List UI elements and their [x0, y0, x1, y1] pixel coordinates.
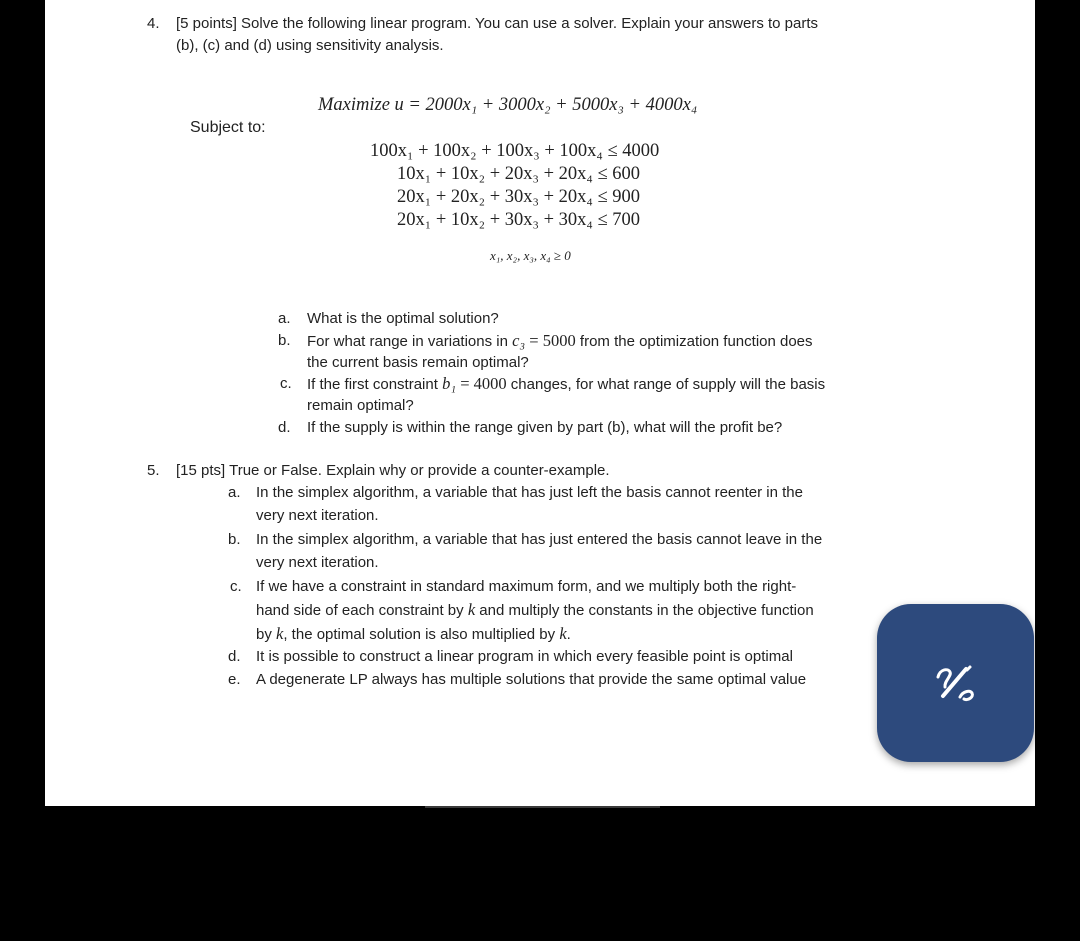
- question-4-number: 4.: [147, 15, 160, 32]
- constraint-4: 20x₁ + 10x₂ + 30x₃ + 30x₄ ≤ 700: [397, 210, 641, 230]
- pen-edit-icon: [930, 657, 982, 709]
- question-4-line-2: (b), (c) and (d) using sensitivity analysis.: [176, 37, 444, 54]
- question-5-line-1: [15 pts] True or False. Explain why or provide a counter-example.: [176, 462, 610, 479]
- subject-to-label: Subject to:: [190, 119, 266, 136]
- q5-part-b-line-2: very next iteration.: [256, 554, 379, 571]
- q4-part-c-line-2: remain optimal?: [307, 397, 414, 414]
- q4-part-a-letter: a.: [278, 310, 291, 327]
- nonnegativity-constraint: x₁, x₂, x₃, x₄ ≥ 0: [490, 248, 571, 263]
- q5-part-d-letter: d.: [228, 648, 241, 665]
- edit-fab-button[interactable]: [877, 604, 1034, 762]
- q5-part-c-line-3: by k, the optimal solution is also multiplied by k.: [256, 624, 571, 643]
- q4-part-b-line-2: the current basis remain optimal?: [307, 354, 529, 371]
- q4-part-c-letter: c.: [280, 375, 292, 392]
- q5-part-a-letter: a.: [228, 484, 241, 501]
- q5-part-c-letter: c.: [230, 578, 242, 595]
- constraint-2: 10x₁ + 10x₂ + 20x₃ + 20x₄ ≤ 600: [397, 164, 641, 184]
- question-4-line-1: [5 points] Solve the following linear program. You can use a solver. Explain your answers to parts: [176, 15, 819, 32]
- page-edge-shadow: [425, 806, 660, 808]
- q5-part-c-line-1: If we have a constraint in standard maximum form, and we multiply both the right-: [256, 578, 797, 595]
- q4-part-d-text: If the supply is within the range given by part (b), what will the profit be?: [307, 419, 783, 436]
- constraint-3: 20x₁ + 20x₂ + 30x₃ + 20x₄ ≤ 900: [397, 187, 641, 207]
- q5-part-e-letter: e.: [228, 671, 241, 688]
- q4-part-c-line-1: If the first constraint b₁ = 4000 changes, for what range of supply will the basis: [307, 374, 826, 393]
- q5-part-b-line-1: In the simplex algorithm, a variable that has just entered the basis cannot leave in the: [256, 531, 823, 548]
- objective-function: Maximize u = 2000x₁ + 3000x₂ + 5000x₃ + 4000x₄: [318, 95, 698, 115]
- constraint-1: 100x₁ + 100x₂ + 100x₃ + 100x₄ ≤ 4000: [370, 141, 660, 161]
- q5-part-e-text: A degenerate LP always has multiple solutions that provide the same optimal value: [256, 671, 807, 688]
- q5-part-c-line-2: hand side of each constraint by k and multiply the constants in the objective function: [256, 600, 814, 619]
- q5-part-a-line-2: very next iteration.: [256, 507, 379, 524]
- q4-part-b-letter: b.: [278, 332, 291, 349]
- q4-part-d-letter: d.: [278, 419, 291, 436]
- question-5-number: 5.: [147, 462, 160, 479]
- q4-part-b-line-1: For what range in variations in c₃ = 5000 from the optimization function does: [307, 331, 813, 350]
- q5-part-b-letter: b.: [228, 531, 241, 548]
- q4-part-a-text: What is the optimal solution?: [307, 310, 499, 327]
- q5-part-a-line-1: In the simplex algorithm, a variable that has just left the basis cannot reenter in the: [256, 484, 803, 501]
- q5-part-d-text: It is possible to construct a linear program in which every feasible point is optimal: [256, 648, 793, 665]
